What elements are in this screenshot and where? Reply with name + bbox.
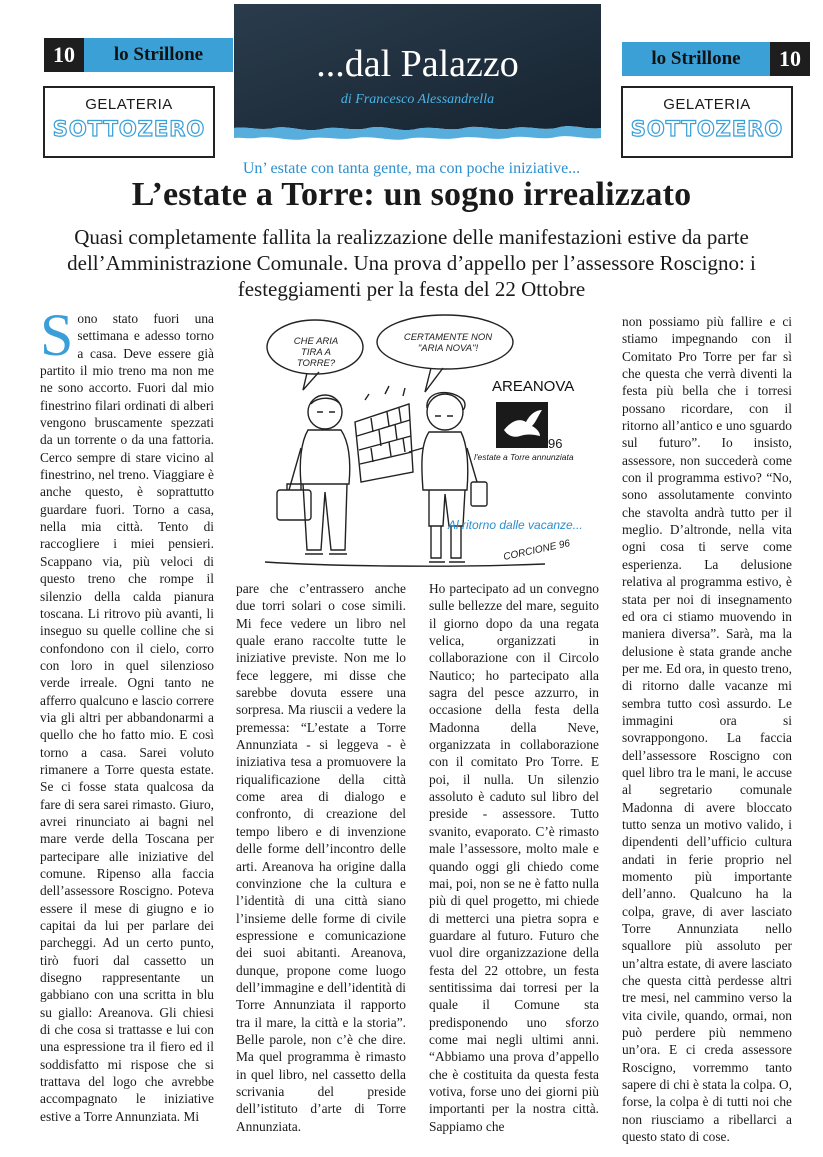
section-title: ...dal Palazzo: [316, 43, 519, 85]
page-tab-left: [44, 38, 233, 72]
byline: di Francesco Alessandrella: [340, 92, 495, 107]
page-number: 10: [44, 38, 84, 72]
article-column-3: [429, 580, 599, 1135]
headline: L’estate a Torre: un sogno irrealizzato: [131, 176, 692, 213]
newspaper-name: lo Strillone: [622, 42, 770, 76]
speech-bubble-right: CERTAMENTE NON "ARIA NOVA"!: [403, 332, 493, 354]
areanova-tagline: l'estate a Torre annunziata: [474, 452, 574, 462]
page-number: 10: [770, 42, 810, 76]
ad-logo-text: SOTTOZERO: [52, 117, 206, 141]
areanova-year: 96: [548, 436, 563, 451]
column-text: ono stato fuori una settimana e adesso torno a casa. Deve essere già partito il mio treno ma non me ne sono accorto. Fuori dal mio finestrino filari ordinati di alberi vengono bruscamente spezzati da un torrente o da una fattoria. Cerco sempre di stare vicino al finestrino, nel treno. Viaggiare è anche questo, è soprattutto guardare fuori. Torno a casa, nella mia città. Tento di raccogliere i miei pensieri. Scappano via, più veloci di questo treno che rompe il silenzio della calda pianura toscana. Li ritrovo più avanti, li inseguo su quelle colline che si confondono con il cielo, corro con loro in quel silenzioso verde irreale. Ogni tanto ne afferro qualcuno e lascio correre via gli altri per abbandonarmi a quello che ho fatto mio. E così torno a casa. Sarei voluto rimanere a Torre questa estate. Se ci fosse stata qualcosa da fare di sera sarei rimasto. Giuro, avrei rinunciato ai bagni nel mare verde della Toscana per partecipare alle iniziative del comune. Ripenso alla faccia dell’assessore Roscigno. Poteva essere il mese di giugno e io capitai da lui per parlare dei parcheggi. Ad un certo punto, tirò fuori dal cassetto un disegno rappresentante un gabbiano con una scritta in blu su giallo: Areanova. Gli chiesi di che cosa si trattasse e lui con una espressione tra il fiero ed il soddisfatto mi rispose che si trattava del logo che avrebbe accompagnato le iniziative estive a Torre Annunziata. Mi: [40, 311, 214, 1124]
article-column-4: [622, 313, 792, 1146]
drop-cap: S: [40, 302, 74, 368]
ad-logo-text: SOTTOZERO: [630, 117, 784, 141]
ad-gelateria-right: [621, 86, 793, 158]
ad-line1: GELATERIA: [663, 96, 751, 113]
ad-gelateria-left: [43, 86, 215, 158]
cartoon-signature: CORCIONE 96: [502, 538, 572, 563]
column-text: non possiamo più fallire e ci stiamo impegnando con il Comitato Pro Torre per far sì che questa che verrà diventi la festa più bella che i torresi possano ricordare, con il ritorno all’antico e uno sguardo sul futuro”. Io insisto, assessore, non succederà come con il programma estivo? “No, sono assolutamente convinto che stavolta andrà tutto per il meglio. D’altronde, nella vita ogni cosa ti serve come esperienza. La delusione relativa al programma estivo, è stata per noi di insegnamento ed ora ci stiamo muovendo in maniera diversa”. Sarà, ma la delusione è stata grande anche per me. Ed ora, in questo treno, di ritorno dalle vacanze mi sembra tutto così assurdo. Le immagini ora si sovrappongono. La faccia dell’assessore Roscigno con quel libro tra le mani, le accuse al segretario comunale Madonna di avere bloccato tutto senza un motivo valido, i dipendenti dell’ufficio cultura andati in ferie proprio nel momento più importante dell’anno. Qualcuno ha la colpa, grave, di aver lasciato Torre Annunziata nello squallore più assoluto per un’altra estate, di avere lasciato che questa città perdesse altri tre mesi, nel cammino verso la vita civile, quando, ormai, non può perdere più nemmeno un’ora. E ci creda assessore Roscigno, vorremmo tanto sapere di chi è stata la colpa. O, forse, la colpa è di tutti noi che non riusciamo a ribellarci a questo stato di cose.: [622, 314, 792, 1145]
column-text: Ho partecipato ad un convegno sulle bellezze del mare, seguito il giorno dopo da una regata velica, organizzati in collaborazione con il Circolo Nautico; ho partecipato alla sagra del pesce azzurro, in occasione della festa della Madonna della Neve, organizzata in collaborazione con il comitato Pro Torre. E poi, il nulla. Un silenzio assoluto è caduto sul libro del preside - assessore. Tutto svanito, evaporato. C’è rimasto male l’assessore, molto male e quando oggi gli chiedo come mai, poi, non se ne è fatto nulla più di quel progetto, mi chiede di metterci una pietra sopra e guardare al futuro. Futuro che vuol dire organizzazione della festa del 22 ottobre, un festa sentitissima dai torresi per la quale il Comune sta predisponendo uno sforzo come mai negli ultimi anni. “Abbiamo una prova d’appello che è costituita da questa festa votiva, forse uno dei giorni più importanti per la nostra città. Sappiamo che: [429, 581, 599, 1134]
article-column-1: [40, 302, 214, 1125]
page-tab-right: [622, 42, 810, 76]
article-column-2: [236, 580, 406, 1135]
areanova-logo-label: AREANOVA: [492, 378, 575, 395]
section-banner: [234, 4, 601, 144]
newspaper-name: lo Strillone: [84, 38, 233, 72]
cartoon-caption: Al ritorno dalle vacanze...: [448, 518, 583, 532]
kicker: Un’ estate con tanta gente, ma con poche iniziative...: [242, 160, 581, 177]
dove-logo-icon: [496, 402, 548, 448]
speech-bubble-left: CHE ARIA TIRA A TORRE?: [293, 336, 339, 369]
subheadline: Quasi completamente fallita la realizzazione delle manifestazioni estive da parte dell’Amministrazione Comunale. Una prova d’appello per l’assessore Roscigno: i festeggiamenti per la festa del 22 Ottobre: [67, 225, 756, 301]
column-text: pare che c’entrassero anche due torri solari o cose simili. Mi fece vedere un libro nel quale erano raccolte tutte le iniziative previste. Non me lo fece leggere, mi disse che sarebbe dovuta essere una sorpresa. Ma riuscii a vedere la premessa: “L’estate a Torre Annunziata - si leggeva - è iniziativa tesa a promuovere la riqualificazione della città come area di dialogo e confronto, di creazione del tempo libero e di invenzione delle forme dell’incontro delle arti. Areanova ha origine dalla convinzione che la cultura e l’identità di una città siano l’insieme delle forme di civile espressione e comunicazione dei suoi abitanti. Areanova, dunque, propone come luogo dell’immagine e dell’identità di Torre Annunziata il rapporto tra il mare, la città e la storia”. Belle parole, non c’è che dire. Ma quel programma è rimasto in quel libro, nel cassetto della scrivania del preside dell’istituto d’arte di Torre Annunziata.: [236, 581, 406, 1134]
ad-line1: GELATERIA: [85, 96, 173, 113]
